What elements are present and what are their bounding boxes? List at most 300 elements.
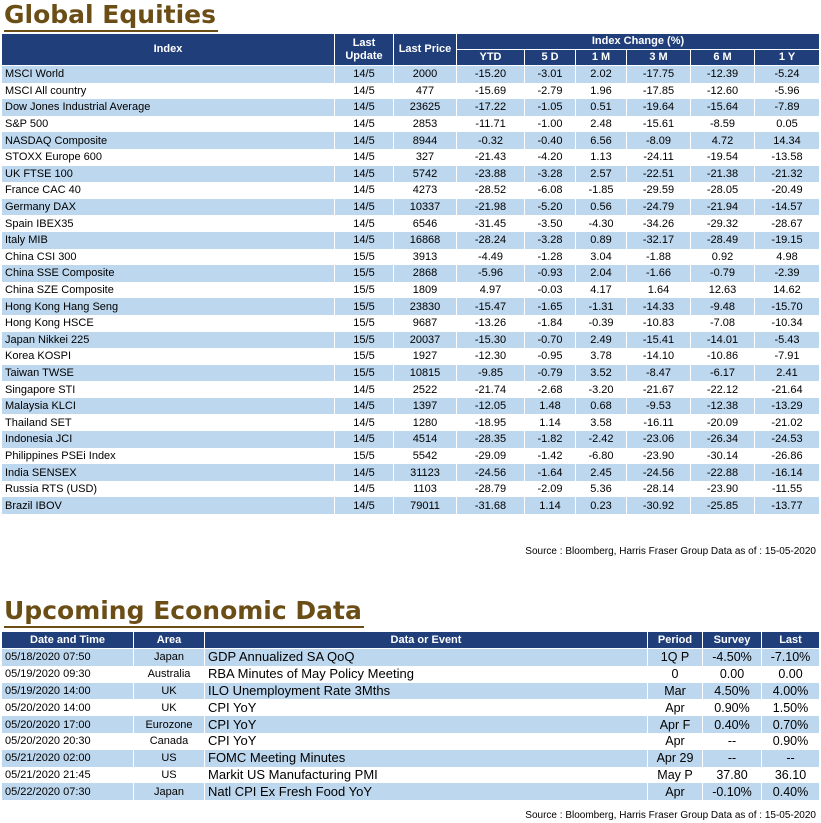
datetime-cell: 05/19/2020 14:00: [2, 683, 134, 700]
event-cell: CPI YoY: [205, 733, 648, 750]
index-name-cell: S&P 500: [2, 116, 335, 133]
change-1m-cell: 2.45: [576, 464, 627, 481]
last-cell: 36.10: [762, 767, 820, 784]
change-5d-cell: -1.82: [525, 431, 576, 448]
survey-cell: 4.50%: [703, 683, 762, 700]
datetime-cell: 05/21/2020 02:00: [2, 750, 134, 767]
ytd-cell: -31.68: [457, 497, 525, 514]
ytd-cell: -15.69: [457, 83, 525, 100]
last-update-cell: 15/5: [335, 332, 394, 349]
change-1y-cell: 4.98: [755, 249, 820, 266]
change-1m-cell: 1.96: [576, 83, 627, 100]
last-cell: 0.00: [762, 666, 820, 683]
ytd-cell: -28.52: [457, 182, 525, 199]
table-row: [2, 232, 820, 249]
datetime-cell: 05/18/2020 07:50: [2, 649, 134, 666]
change-1y-cell: 14.62: [755, 282, 820, 299]
change-1y-cell: -24.53: [755, 431, 820, 448]
change-3m-cell: -23.90: [627, 448, 691, 465]
equities-section-title: Global Equities: [4, 0, 218, 32]
change-1m-cell: 2.02: [576, 66, 627, 83]
last-price-cell: 31123: [394, 464, 457, 481]
change-3m-cell: -14.10: [627, 348, 691, 365]
last-price-cell: 10815: [394, 365, 457, 382]
last-update-cell: 14/5: [335, 232, 394, 249]
survey-cell: --: [703, 733, 762, 750]
event-cell: RBA Minutes of May Policy Meeting: [205, 666, 648, 683]
col-header-index-change: Index Change (%): [457, 34, 820, 50]
table-row: [2, 99, 820, 116]
period-cell: Apr: [648, 733, 703, 750]
index-name-cell: France CAC 40: [2, 182, 335, 199]
change-1m-cell: 0.56: [576, 199, 627, 216]
change-3m-cell: -8.47: [627, 365, 691, 382]
table-row: [2, 83, 820, 100]
last-cell: 4.00%: [762, 683, 820, 700]
table-row: [2, 448, 820, 465]
change-1y-cell: -5.43: [755, 332, 820, 349]
last-update-cell: 15/5: [335, 448, 394, 465]
index-name-cell: China CSI 300: [2, 249, 335, 266]
survey-cell: 0.40%: [703, 716, 762, 733]
ytd-cell: -31.45: [457, 215, 525, 232]
table-row: [2, 132, 820, 149]
table-row: [2, 66, 820, 83]
change-1m-cell: 5.36: [576, 481, 627, 498]
economic-source-note: Source : Bloomberg, Harris Fraser Group Data as of : 15-05-2020: [525, 810, 816, 821]
change-3m-cell: -30.92: [627, 497, 691, 514]
change-6m-cell: -12.39: [691, 66, 755, 83]
index-name-cell: Hong Kong HSCE: [2, 315, 335, 332]
change-6m-cell: -28.05: [691, 182, 755, 199]
table-row: [2, 767, 820, 784]
change-1m-cell: 3.04: [576, 249, 627, 266]
change-5d-cell: -3.50: [525, 215, 576, 232]
change-1y-cell: -21.02: [755, 414, 820, 431]
index-name-cell: Philippines PSEi Index: [2, 448, 335, 465]
period-cell: 0: [648, 666, 703, 683]
index-name-cell: China SZE Composite: [2, 282, 335, 299]
change-3m-cell: 1.64: [627, 282, 691, 299]
table-row: [2, 249, 820, 266]
change-6m-cell: -21.38: [691, 166, 755, 183]
change-1y-cell: -14.57: [755, 199, 820, 216]
last-price-cell: 2522: [394, 381, 457, 398]
change-5d-cell: -0.40: [525, 132, 576, 149]
last-update-cell: 14/5: [335, 99, 394, 116]
change-5d-cell: -3.01: [525, 66, 576, 83]
event-cell: ILO Unemployment Rate 3Mths: [205, 683, 648, 700]
ytd-cell: -28.24: [457, 232, 525, 249]
change-6m-cell: -22.12: [691, 381, 755, 398]
col-header-index: Index: [2, 34, 335, 66]
change-1m-cell: 0.23: [576, 497, 627, 514]
col-header-last-update: Last Update: [335, 34, 394, 66]
change-6m-cell: -22.88: [691, 464, 755, 481]
last-price-cell: 1927: [394, 348, 457, 365]
last-price-cell: 1397: [394, 398, 457, 415]
last-update-cell: 15/5: [335, 282, 394, 299]
last-update-cell: 14/5: [335, 481, 394, 498]
event-cell: Markit US Manufacturing PMI: [205, 767, 648, 784]
change-5d-cell: -0.93: [525, 265, 576, 282]
change-1y-cell: -26.86: [755, 448, 820, 465]
change-1m-cell: 2.49: [576, 332, 627, 349]
index-name-cell: Thailand SET: [2, 414, 335, 431]
change-6m-cell: -20.09: [691, 414, 755, 431]
index-name-cell: MSCI World: [2, 66, 335, 83]
col-header-event: Data or Event: [205, 632, 648, 649]
last-price-cell: 23830: [394, 298, 457, 315]
period-cell: Mar: [648, 683, 703, 700]
change-3m-cell: -16.11: [627, 414, 691, 431]
index-name-cell: Dow Jones Industrial Average: [2, 99, 335, 116]
col-header-ytd: YTD: [457, 50, 525, 66]
index-name-cell: Japan Nikkei 225: [2, 332, 335, 349]
table-row: [2, 666, 820, 683]
period-cell: 1Q P: [648, 649, 703, 666]
index-name-cell: Malaysia KLCI: [2, 398, 335, 415]
last-price-cell: 5742: [394, 166, 457, 183]
ytd-cell: -18.95: [457, 414, 525, 431]
change-3m-cell: -15.41: [627, 332, 691, 349]
table-row: [2, 414, 820, 431]
datetime-cell: 05/21/2020 21:45: [2, 767, 134, 784]
last-update-cell: 15/5: [335, 298, 394, 315]
table-row: [2, 699, 820, 716]
ytd-cell: -15.30: [457, 332, 525, 349]
col-header-last-price: Last Price: [394, 34, 457, 66]
last-price-cell: 1809: [394, 282, 457, 299]
table-row: [2, 365, 820, 382]
change-5d-cell: -1.42: [525, 448, 576, 465]
change-5d-cell: -2.09: [525, 481, 576, 498]
index-name-cell: UK FTSE 100: [2, 166, 335, 183]
table-row: [2, 398, 820, 415]
last-price-cell: 9687: [394, 315, 457, 332]
change-3m-cell: -21.67: [627, 381, 691, 398]
area-cell: UK: [134, 683, 205, 700]
col-header-period: Period: [648, 632, 703, 649]
change-5d-cell: -6.08: [525, 182, 576, 199]
change-1y-cell: -7.89: [755, 99, 820, 116]
table-row: [2, 182, 820, 199]
event-cell: GDP Annualized SA QoQ: [205, 649, 648, 666]
change-1y-cell: -2.39: [755, 265, 820, 282]
last-price-cell: 2868: [394, 265, 457, 282]
economic-table: [1, 631, 820, 800]
survey-cell: 0.90%: [703, 699, 762, 716]
area-cell: US: [134, 750, 205, 767]
change-3m-cell: -24.79: [627, 199, 691, 216]
change-5d-cell: -1.65: [525, 298, 576, 315]
change-1m-cell: 3.58: [576, 414, 627, 431]
ytd-cell: -29.09: [457, 448, 525, 465]
table-row: [2, 199, 820, 216]
table-row: [2, 481, 820, 498]
change-3m-cell: -28.14: [627, 481, 691, 498]
change-1m-cell: -2.42: [576, 431, 627, 448]
datetime-cell: 05/19/2020 09:30: [2, 666, 134, 683]
last-update-cell: 15/5: [335, 365, 394, 382]
index-name-cell: Korea KOSPI: [2, 348, 335, 365]
last-update-cell: 14/5: [335, 464, 394, 481]
last-price-cell: 79011: [394, 497, 457, 514]
area-cell: Japan: [134, 649, 205, 666]
change-3m-cell: -17.75: [627, 66, 691, 83]
ytd-cell: -28.35: [457, 431, 525, 448]
table-row: [2, 149, 820, 166]
datetime-cell: 05/22/2020 07:30: [2, 783, 134, 800]
equities-table: [1, 33, 820, 514]
change-6m-cell: 0.92: [691, 249, 755, 266]
area-cell: UK: [134, 699, 205, 716]
change-1m-cell: 2.04: [576, 265, 627, 282]
last-cell: 0.70%: [762, 716, 820, 733]
change-6m-cell: -30.14: [691, 448, 755, 465]
change-3m-cell: -10.83: [627, 315, 691, 332]
index-name-cell: MSCI All country: [2, 83, 335, 100]
equities-source-note: Source : Bloomberg, Harris Fraser Group Data as of : 15-05-2020: [525, 546, 816, 557]
table-row: [2, 298, 820, 315]
change-6m-cell: -26.34: [691, 431, 755, 448]
change-1m-cell: 0.68: [576, 398, 627, 415]
change-3m-cell: -24.56: [627, 464, 691, 481]
ytd-cell: -23.88: [457, 166, 525, 183]
index-name-cell: Taiwan TWSE: [2, 365, 335, 382]
ytd-cell: -17.22: [457, 99, 525, 116]
last-price-cell: 4514: [394, 431, 457, 448]
table-row: [2, 716, 820, 733]
datetime-cell: 05/20/2020 20:30: [2, 733, 134, 750]
last-cell: 0.40%: [762, 783, 820, 800]
change-1y-cell: -10.34: [755, 315, 820, 332]
change-6m-cell: -12.38: [691, 398, 755, 415]
table-row: [2, 649, 820, 666]
period-cell: May P: [648, 767, 703, 784]
change-1y-cell: -28.67: [755, 215, 820, 232]
change-3m-cell: -15.61: [627, 116, 691, 133]
change-5d-cell: -5.20: [525, 199, 576, 216]
change-1y-cell: 0.05: [755, 116, 820, 133]
equities-table-body: [2, 66, 820, 515]
change-5d-cell: -4.20: [525, 149, 576, 166]
last-update-cell: 14/5: [335, 149, 394, 166]
change-1m-cell: 4.17: [576, 282, 627, 299]
ytd-cell: -12.30: [457, 348, 525, 365]
change-3m-cell: -8.09: [627, 132, 691, 149]
change-6m-cell: -29.32: [691, 215, 755, 232]
survey-cell: -4.50%: [703, 649, 762, 666]
last-price-cell: 2000: [394, 66, 457, 83]
col-header-6m: 6 M: [691, 50, 755, 66]
index-name-cell: Germany DAX: [2, 199, 335, 216]
event-cell: Natl CPI Ex Fresh Food YoY: [205, 783, 648, 800]
last-cell: --: [762, 750, 820, 767]
change-1m-cell: -3.20: [576, 381, 627, 398]
economic-table-body: [2, 649, 820, 801]
index-name-cell: Spain IBEX35: [2, 215, 335, 232]
index-name-cell: Brazil IBOV: [2, 497, 335, 514]
table-row: [2, 464, 820, 481]
col-header-3m: 3 M: [627, 50, 691, 66]
last-cell: -7.10%: [762, 649, 820, 666]
change-5d-cell: -1.00: [525, 116, 576, 133]
last-price-cell: 477: [394, 83, 457, 100]
change-6m-cell: -10.86: [691, 348, 755, 365]
index-name-cell: Italy MIB: [2, 232, 335, 249]
last-update-cell: 14/5: [335, 215, 394, 232]
ytd-cell: 4.97: [457, 282, 525, 299]
change-5d-cell: 1.14: [525, 414, 576, 431]
change-6m-cell: -12.60: [691, 83, 755, 100]
change-5d-cell: -3.28: [525, 232, 576, 249]
last-update-cell: 14/5: [335, 66, 394, 83]
table-row: [2, 381, 820, 398]
change-1m-cell: -1.85: [576, 182, 627, 199]
change-1y-cell: 2.41: [755, 365, 820, 382]
col-header-survey: Survey: [703, 632, 762, 649]
ytd-cell: -24.56: [457, 464, 525, 481]
change-5d-cell: -2.68: [525, 381, 576, 398]
last-price-cell: 1280: [394, 414, 457, 431]
table-row: [2, 265, 820, 282]
change-6m-cell: 12.63: [691, 282, 755, 299]
last-price-cell: 20037: [394, 332, 457, 349]
change-5d-cell: -0.95: [525, 348, 576, 365]
last-update-cell: 15/5: [335, 265, 394, 282]
last-update-cell: 14/5: [335, 132, 394, 149]
survey-cell: -0.10%: [703, 783, 762, 800]
last-price-cell: 5542: [394, 448, 457, 465]
change-1m-cell: 1.13: [576, 149, 627, 166]
change-3m-cell: -14.33: [627, 298, 691, 315]
ytd-cell: -12.05: [457, 398, 525, 415]
change-3m-cell: -24.11: [627, 149, 691, 166]
table-row: [2, 683, 820, 700]
last-update-cell: 14/5: [335, 497, 394, 514]
change-3m-cell: -17.85: [627, 83, 691, 100]
change-5d-cell: -0.70: [525, 332, 576, 349]
last-update-cell: 14/5: [335, 381, 394, 398]
index-name-cell: Hong Kong Hang Seng: [2, 298, 335, 315]
change-1y-cell: -13.29: [755, 398, 820, 415]
last-price-cell: 1103: [394, 481, 457, 498]
period-cell: Apr F: [648, 716, 703, 733]
survey-cell: 37.80: [703, 767, 762, 784]
last-price-cell: 327: [394, 149, 457, 166]
index-name-cell: Indonesia JCI: [2, 431, 335, 448]
change-1m-cell: 0.51: [576, 99, 627, 116]
table-row: [2, 750, 820, 767]
last-update-cell: 14/5: [335, 199, 394, 216]
change-5d-cell: -0.79: [525, 365, 576, 382]
change-1y-cell: -21.64: [755, 381, 820, 398]
ytd-cell: -0.32: [457, 132, 525, 149]
survey-cell: --: [703, 750, 762, 767]
index-name-cell: China SSE Composite: [2, 265, 335, 282]
ytd-cell: -5.96: [457, 265, 525, 282]
change-3m-cell: -9.53: [627, 398, 691, 415]
table-row: [2, 733, 820, 750]
ytd-cell: -15.20: [457, 66, 525, 83]
ytd-cell: -28.79: [457, 481, 525, 498]
index-name-cell: India SENSEX: [2, 464, 335, 481]
area-cell: US: [134, 767, 205, 784]
event-cell: CPI YoY: [205, 716, 648, 733]
last-price-cell: 3913: [394, 249, 457, 266]
change-3m-cell: -22.51: [627, 166, 691, 183]
last-update-cell: 14/5: [335, 166, 394, 183]
change-6m-cell: -28.49: [691, 232, 755, 249]
table-row: [2, 783, 820, 800]
change-5d-cell: -1.64: [525, 464, 576, 481]
last-price-cell: 23625: [394, 99, 457, 116]
ytd-cell: -13.26: [457, 315, 525, 332]
change-1m-cell: -1.31: [576, 298, 627, 315]
change-1y-cell: -15.70: [755, 298, 820, 315]
change-6m-cell: -7.08: [691, 315, 755, 332]
last-update-cell: 14/5: [335, 83, 394, 100]
last-price-cell: 2853: [394, 116, 457, 133]
col-header-last: Last: [762, 632, 820, 649]
table-row: [2, 431, 820, 448]
ytd-cell: -15.47: [457, 298, 525, 315]
table-row: [2, 215, 820, 232]
last-update-cell: 14/5: [335, 398, 394, 415]
col-header-5d: 5 D: [525, 50, 576, 66]
ytd-cell: -21.74: [457, 381, 525, 398]
table-row: [2, 282, 820, 299]
index-name-cell: Russia RTS (USD): [2, 481, 335, 498]
survey-cell: 0.00: [703, 666, 762, 683]
last-price-cell: 10337: [394, 199, 457, 216]
period-cell: Apr: [648, 699, 703, 716]
change-3m-cell: -32.17: [627, 232, 691, 249]
last-price-cell: 4273: [394, 182, 457, 199]
ytd-cell: -9.85: [457, 365, 525, 382]
change-1y-cell: -20.49: [755, 182, 820, 199]
change-6m-cell: -23.90: [691, 481, 755, 498]
area-cell: Eurozone: [134, 716, 205, 733]
table-row: [2, 315, 820, 332]
table-row: [2, 332, 820, 349]
index-name-cell: STOXX Europe 600: [2, 149, 335, 166]
last-update-cell: 14/5: [335, 116, 394, 133]
area-cell: Canada: [134, 733, 205, 750]
change-1y-cell: -11.55: [755, 481, 820, 498]
last-price-cell: 8944: [394, 132, 457, 149]
change-5d-cell: -3.28: [525, 166, 576, 183]
area-cell: Japan: [134, 783, 205, 800]
change-1m-cell: 2.48: [576, 116, 627, 133]
col-header-datetime: Date and Time: [2, 632, 134, 649]
col-header-area: Area: [134, 632, 205, 649]
change-1y-cell: -7.91: [755, 348, 820, 365]
datetime-cell: 05/20/2020 14:00: [2, 699, 134, 716]
economic-section-title: Upcoming Economic Data: [4, 596, 364, 628]
ytd-cell: -21.43: [457, 149, 525, 166]
change-6m-cell: -0.79: [691, 265, 755, 282]
change-1y-cell: -5.24: [755, 66, 820, 83]
change-1m-cell: 2.57: [576, 166, 627, 183]
change-1m-cell: 3.52: [576, 365, 627, 382]
change-3m-cell: -1.66: [627, 265, 691, 282]
last-cell: 1.50%: [762, 699, 820, 716]
change-5d-cell: 1.48: [525, 398, 576, 415]
change-3m-cell: -19.64: [627, 99, 691, 116]
datetime-cell: 05/20/2020 17:00: [2, 716, 134, 733]
